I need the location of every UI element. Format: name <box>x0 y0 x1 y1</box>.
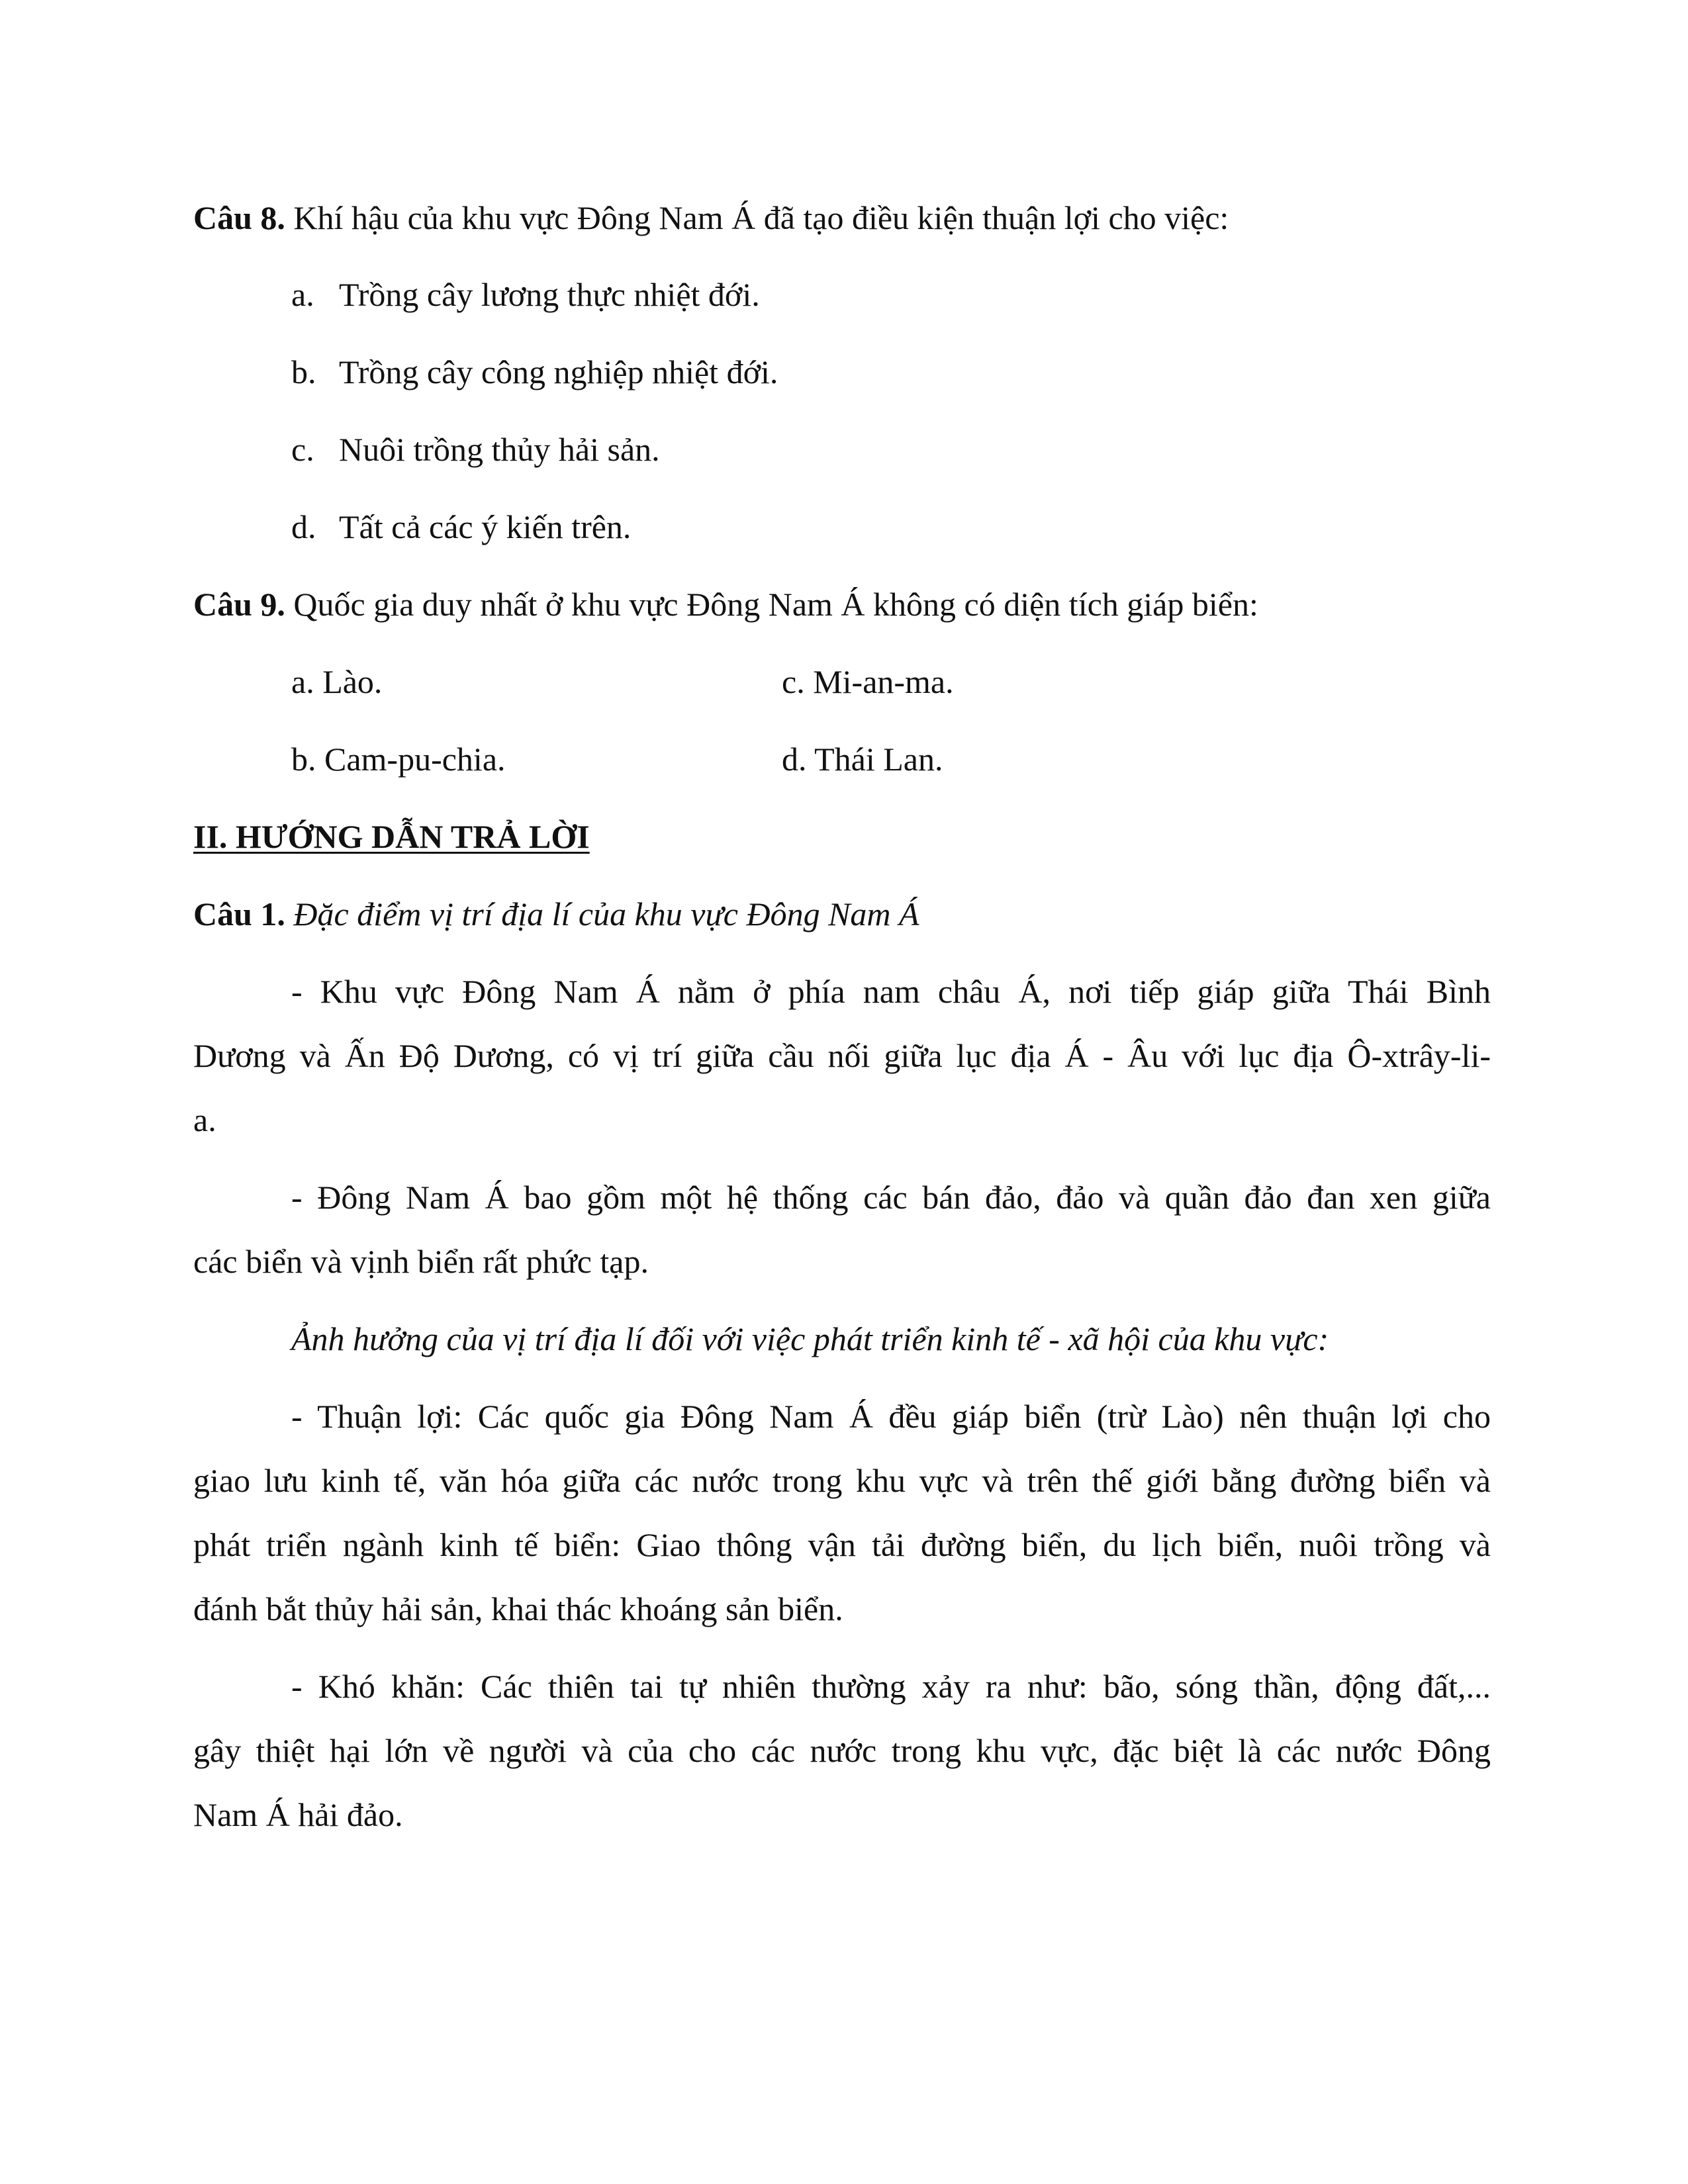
question-9-option-d: d. Thái Lan. <box>782 741 943 778</box>
question-8-option-a <box>291 278 760 311</box>
paragraph-3-line-1: - Thuận lợi: Các quốc gia Đông Nam Á đều giáp biển (trừ Lào) nên thuận lợi cho <box>291 1398 1491 1435</box>
question-9-option-b: b. Cam-pu-chia. <box>291 741 506 778</box>
option-letter: b. <box>291 353 316 390</box>
question-9-text: Quốc gia duy nhất ở khu vực Đông Nam Á không có diện tích giáp biển: <box>285 586 1258 623</box>
paragraph-3-line-2: giao lưu kinh tế, văn hóa giữa các nước trong khu vực và trên thế giới bằng đường biển và <box>193 1462 1491 1499</box>
question-8-option-b <box>291 355 778 388</box>
paragraph-3-line-4: đánh bắt thủy hải sản, khai thác khoáng sản biển. <box>193 1590 843 1627</box>
section-heading: II. HƯỚNG DẪN TRẢ LỜI <box>193 818 590 855</box>
answer-1-heading <box>193 897 919 931</box>
question-9-label: Câu 9. <box>193 586 285 623</box>
paragraph-1-line-2: Dương và Ấn Độ Dương, có vị trí giữa cầu nối giữa lục địa Á - Âu với lục địa Ô-xtrây-li- <box>193 1037 1491 1074</box>
paragraph-4-line-3: Nam Á hải đảo. <box>193 1796 403 1833</box>
question-8-text: Khí hậu của khu vực Đông Nam Á đã tạo điều kiện thuận lợi cho việc: <box>285 199 1229 236</box>
impact-title: Ảnh hưởng của vị trí địa lí đối với việc phát triển kinh tế - xã hội của khu vực: <box>291 1320 1329 1357</box>
paragraph-4-line-1: - Khó khăn: Các thiên tai tự nhiên thường xảy ra như: bão, sóng thần, động đất,... <box>291 1668 1491 1705</box>
question-8 <box>193 201 1229 234</box>
paragraph-2-line-1: - Đông Nam Á bao gồm một hệ thống các bán đảo, đảo và quần đảo đan xen giữa <box>291 1179 1491 1216</box>
option-letter: a. <box>291 276 314 313</box>
question-8-option-c <box>291 433 660 466</box>
paragraph-3-line-3: phát triển ngành kinh tế biển: Giao thông vận tải đường biển, du lịch biển, nuôi trồng và <box>193 1526 1491 1563</box>
question-9-option-c: c. Mi-an-ma. <box>782 663 954 700</box>
option-text: Nuôi trồng thủy hải sản. <box>339 431 660 468</box>
question-8-option-d <box>291 510 631 543</box>
question-9 <box>193 588 1258 621</box>
option-text: Trồng cây công nghiệp nhiệt đới. <box>339 353 778 390</box>
option-letter: d. <box>291 508 316 545</box>
paragraph-1-line-3: a. <box>193 1101 216 1138</box>
option-text: Tất cả các ý kiến trên. <box>339 508 632 545</box>
question-9-option-a: a. Lào. <box>291 663 383 700</box>
answer-1-title: Đặc điểm vị trí địa lí của khu vực Đông Nam Á <box>285 895 919 933</box>
paragraph-2-line-2: các biển và vịnh biển rất phức tạp. <box>193 1243 649 1280</box>
option-text: Trồng cây lương thực nhiệt đới. <box>339 276 760 313</box>
option-letter: c. <box>291 431 314 468</box>
question-8-label: Câu 8. <box>193 199 285 236</box>
paragraph-4-line-2: gây thiệt hại lớn về người và của cho các nước trong khu vực, đặc biệt là các nước Đông <box>193 1732 1491 1769</box>
answer-1-label: Câu 1. <box>193 895 285 933</box>
paragraph-1-line-1: - Khu vực Đông Nam Á nằm ở phía nam châu Á, nơi tiếp giáp giữa Thái Bình <box>291 973 1491 1010</box>
